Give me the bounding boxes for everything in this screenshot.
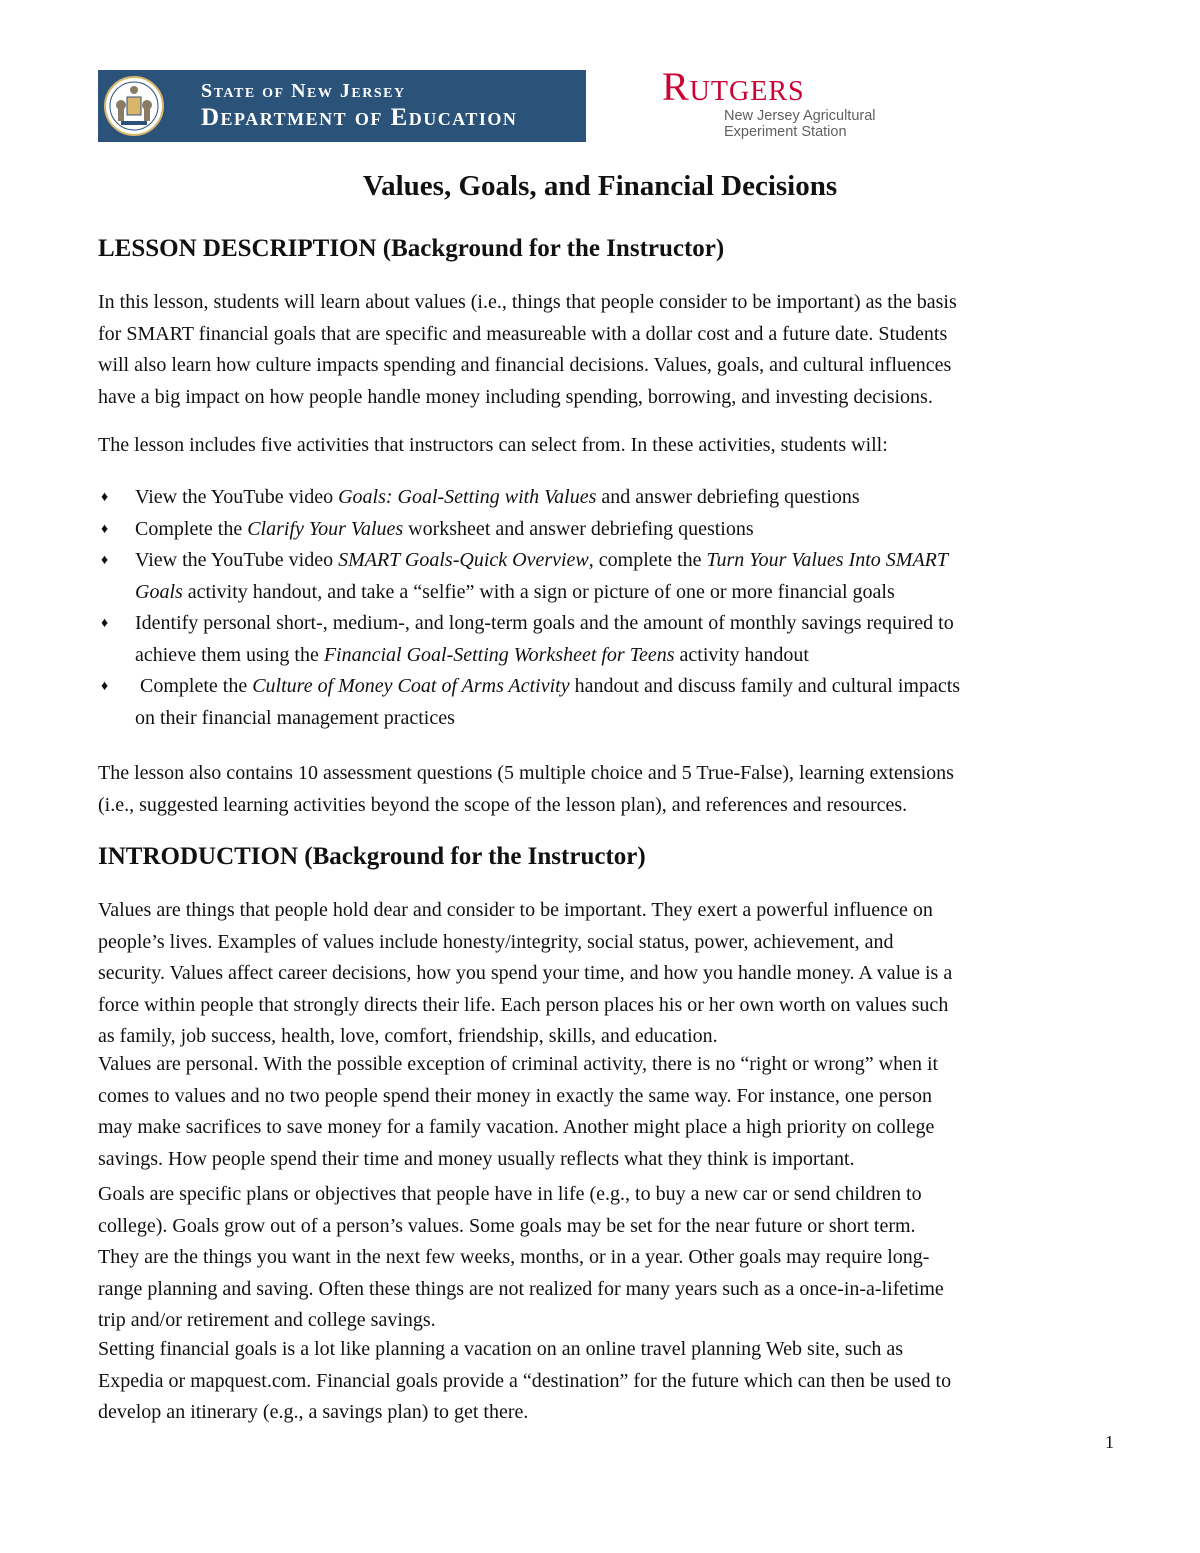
text-span: View the YouTube video	[135, 549, 339, 571]
text-line: savings. How people spend their time and money usually reflects what they think is important.	[98, 1147, 855, 1170]
text-span: , complete the	[588, 549, 707, 571]
activity-title: Culture of Money Coat of Arms Activity	[252, 675, 570, 697]
text-span: handout and discuss family and cultural impacts	[569, 675, 961, 697]
text-line: trip and/or retirement and college savings.	[98, 1309, 436, 1331]
text-line: The lesson includes five activities that instructors can select from. In these activities, students will:	[98, 434, 888, 456]
text-line: force within people that strongly directs their life. Each person places his or her own worth on values such	[98, 993, 949, 1016]
activity-list	[98, 482, 1128, 734]
text-line: may make sacrifices to save money for a family vacation. Another might place a high priority on college	[98, 1116, 935, 1138]
lesson-description-paragraph-3	[98, 758, 1128, 821]
text-span: View the YouTube video	[135, 486, 339, 508]
text-line: Identify personal short-, medium-, and long-term goals and the amount of monthly savings required to	[135, 612, 954, 634]
text-line: college). Goals grow out of a person’s values. Some goals may be set for the near future or short term.	[98, 1214, 916, 1237]
text-line: security. Values affect career decisions, how you spend your time, and how you handle money. A value is a	[98, 962, 953, 984]
text-line: develop an itinerary (e.g., a savings plan) to get there.	[98, 1401, 529, 1423]
lesson-description-heading: LESSON DESCRIPTION (Background for the Instructor)	[98, 235, 725, 262]
text-line	[135, 577, 1128, 609]
diamond-bullet-icon: ♦	[101, 616, 109, 631]
text-span: Complete the	[135, 675, 253, 697]
text-line: Setting financial goals is a lot like planning a vacation on an online travel planning Web site, such as	[98, 1338, 904, 1360]
text-line	[135, 514, 1128, 546]
rutgers-wordmark: Rutgers	[662, 64, 805, 109]
text-line: Goals are specific plans or objectives that people have in life (e.g., to buy a new car or send children to	[98, 1183, 922, 1205]
text-line: people’s lives. Examples of values include honesty/integrity, social status, power, achievement, and	[98, 930, 894, 953]
text-span: activity handout, and take a “selfie” with a sign or picture of one or more financial goals	[182, 580, 895, 603]
text-line: will also learn how culture impacts spending and financial decisions. Values, goals, and cultural influences	[98, 354, 952, 376]
text-span: Complete the	[135, 517, 248, 540]
diamond-bullet-icon: ♦	[101, 490, 109, 505]
text-line	[135, 482, 1128, 514]
handout-title: Goals	[135, 580, 183, 603]
page-number: 1	[1105, 1432, 1114, 1452]
diamond-bullet-icon: ♦	[101, 521, 109, 537]
text-line: on their financial management practices	[135, 706, 455, 729]
handout-title: Turn Your Values Into SMART	[706, 549, 949, 571]
worksheet-title: Clarify Your Values	[247, 517, 404, 540]
list-item	[98, 671, 1128, 734]
introduction-paragraph-3	[98, 1179, 1128, 1337]
list-item	[98, 514, 1128, 546]
video-title: Goals: Goal-Setting with Values	[338, 486, 597, 508]
lesson-description-paragraph-1	[98, 287, 1128, 413]
introduction-heading: INTRODUCTION (Background for the Instructor)	[98, 843, 646, 870]
text-line: for SMART financial goals that are specific and measureable with a dollar cost and a future date. Students	[98, 322, 948, 345]
video-title: SMART Goals-Quick Overview	[338, 549, 589, 571]
text-line: They are the things you want in the next few weeks, months, or in a year. Other goals may require long-	[98, 1246, 930, 1268]
text-line	[135, 640, 1128, 672]
text-span: achieve them using the	[135, 643, 324, 666]
introduction-paragraph-1	[98, 895, 1128, 1053]
document-title: Values, Goals, and Financial Decisions	[362, 170, 838, 202]
diamond-bullet-icon: ♦	[101, 679, 109, 694]
text-span: activity handout	[674, 643, 809, 666]
list-item	[98, 545, 1128, 608]
rutgers-njaes-logo	[662, 66, 942, 146]
nj-logo-line2: Department of Education	[201, 104, 518, 132]
worksheet-title: Financial Goal-Setting Worksheet for Teens	[323, 643, 675, 666]
text-line: (i.e., suggested learning activities beyond the scope of the lesson plan), and references and resources.	[98, 793, 908, 816]
text-line: Values are personal. With the possible exception of criminal activity, there is no “right or wrong” when it	[98, 1053, 939, 1075]
text-line: comes to values and no two people spend their money in exactly the same way. For instance, one person	[98, 1084, 933, 1107]
text-line: as family, job success, health, love, comfort, friendship, skills, and education.	[98, 1025, 718, 1047]
introduction-paragraph-4	[98, 1334, 1128, 1429]
text-span: and answer debriefing questions	[596, 486, 860, 508]
nj-department-of-education-logo	[98, 70, 586, 142]
text-line: The lesson also contains 10 assessment questions (5 multiple choice and 5 True-False), learning extensions	[98, 762, 954, 784]
lesson-description-paragraph-2	[98, 430, 1128, 462]
list-item	[98, 608, 1128, 671]
text-line	[135, 671, 1128, 703]
nj-logo-line1: State of New Jersey	[201, 80, 406, 103]
rutgers-subtitle-line1: New Jersey Agricultural	[724, 108, 876, 124]
rutgers-subtitle-line2: Experiment Station	[724, 124, 847, 140]
introduction-paragraph-2	[98, 1049, 1128, 1175]
text-line: In this lesson, students will learn about values (i.e., things that people consider to be important) as the basis	[98, 291, 957, 313]
text-line: Values are things that people hold dear and consider to be important. They exert a powerful influence on	[98, 899, 933, 921]
text-line: have a big impact on how people handle money including spending, borrowing, and investing decisions.	[98, 385, 933, 408]
list-item	[98, 482, 1128, 514]
text-line: range planning and saving. Often these things are not realized for many years such as a once-in-a-lifetime	[98, 1277, 944, 1300]
text-line	[135, 545, 1128, 577]
text-line: Expedia or mapquest.com. Financial goals provide a “destination” for the future which can then be used to	[98, 1369, 952, 1392]
diamond-bullet-icon: ♦	[101, 553, 109, 568]
nj-state-seal-icon	[103, 75, 165, 137]
text-span: worksheet and answer debriefing questions	[403, 517, 754, 540]
